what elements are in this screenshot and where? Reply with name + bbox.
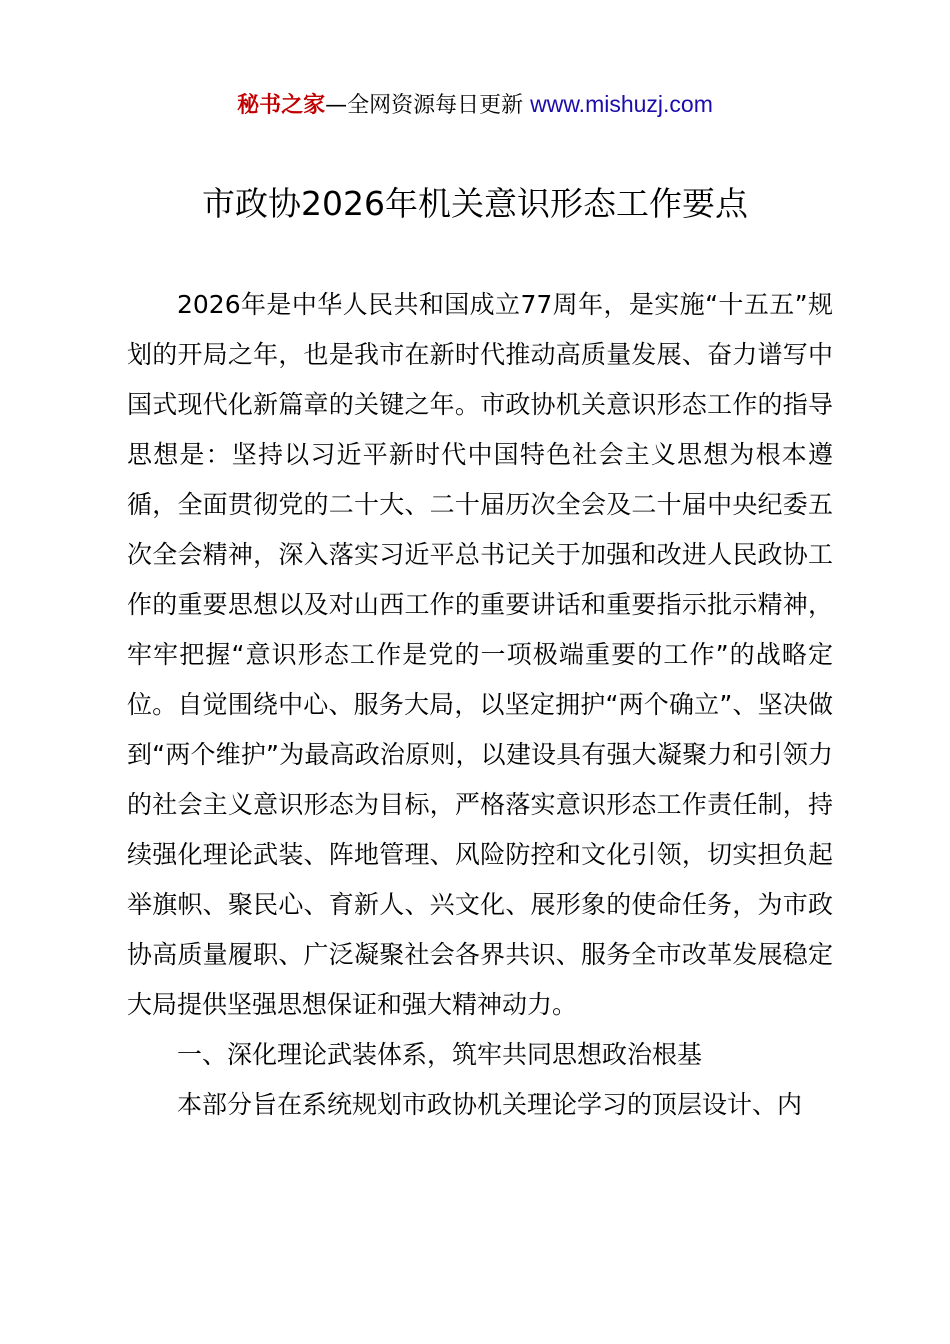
site-url-link[interactable]: www.mishuzj.com — [530, 91, 713, 117]
header-tagline: —全网资源每日更新 — [325, 93, 531, 118]
site-header — [0, 88, 950, 122]
section-1-heading: 一、深化理论武装体系，筑牢共同思想政治根基 — [177, 1040, 703, 1069]
section-1-paragraph: 本部分旨在系统规划市政协机关理论学习的顶层设计、内 — [177, 1090, 803, 1119]
intro-paragraph: 2026年是中华人民共和国成立77周年，是实施“十五五”规划的开局之年，也是我市在新时代推动高质量发展、奋力谱写中国式现代化新篇章的关键之年。市政协机关意识形态工作的指导思想是：坚持以习近平新时代中国特色社会主义思想为根本遵循，全面贯彻党的二十大、二十届历次全会及二十届中央纪委五次全会精神，深入落实习近平总书记关于加强和改进人民政协工作的重要思想以及对山西工作的重要讲话和重要指示批示精神，牢牢把握“意识形态工作是党的一项极端重要的工作”的战略定位。自觉围绕中心、服务大局，以坚定拥护“两个确立”、坚决做到“两个维护”为最高政治原则，以建设具有强大凝聚力和引领力的社会主义意识形态为目标，严格落实意识形态工作责任制，持续强化理论武装、阵地管理、风险防控和文化引领，切实担负起举旗帜、聚民心、育新人、兴文化、展形象的使命任务，为市政协高质量履职、广泛凝聚社会各界共识、服务全市改革发展稳定大局提供坚强思想保证和强大精神动力。 — [127, 290, 833, 1019]
document-title: 市政协2026年机关意识形态工作要点 — [202, 184, 748, 223]
brand-name: 秘书之家 — [237, 93, 326, 118]
document-body — [127, 280, 833, 1130]
